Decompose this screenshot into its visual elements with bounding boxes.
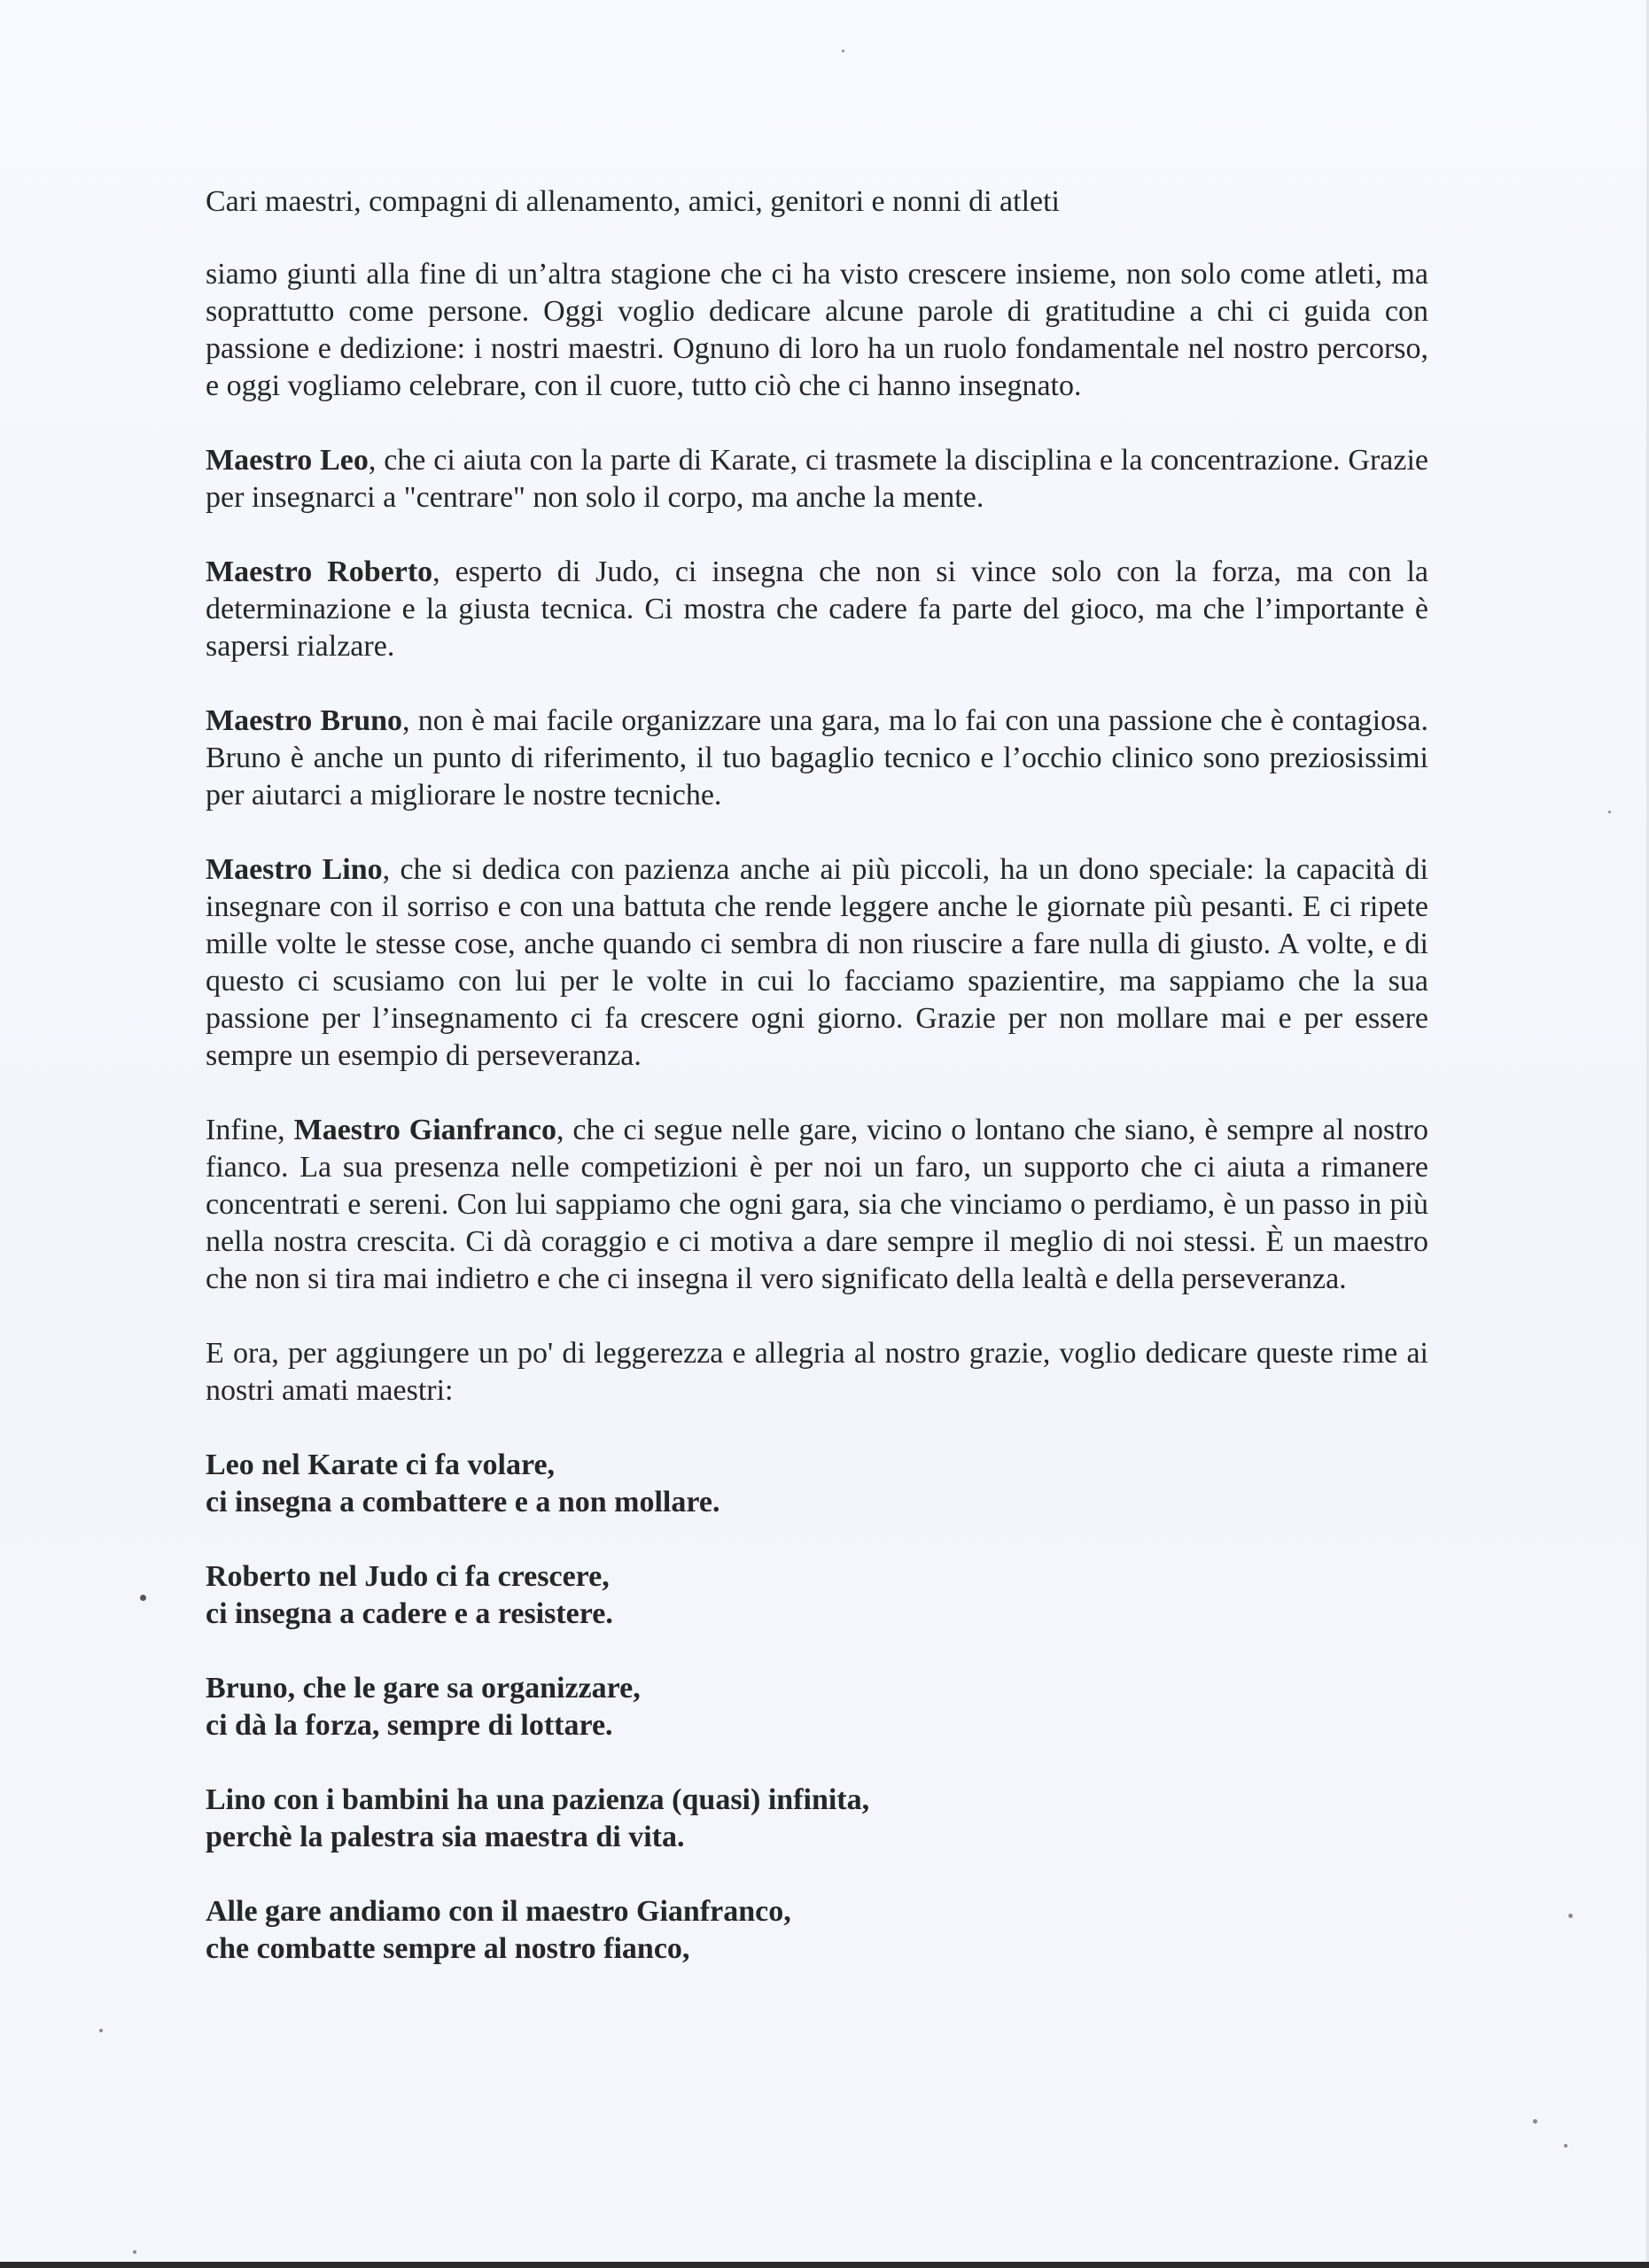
name-bruno: Maestro Bruno <box>206 704 403 737</box>
name-gianfranco: Maestro Gianfranco <box>293 1114 556 1146</box>
text-bruno: , non è mai facile organizzare una gara, ma lo fai con una passione che è contagiosa. Bruno è anche un punto di riferimento, il tuo bagaglio tecnico e l’occhio clinico sono preziosissimi per aiutarci a migliorare le nostre tecniche. <box>206 704 1428 812</box>
text-leo: , che ci aiuta con la parte di Karate, ci trasmete la disciplina e la concentrazione. Grazie per insegnarci a "centrare" non solo il corpo, ma anche la mente. <box>206 444 1428 514</box>
scan-border-bottom <box>0 2262 1649 2268</box>
verse-line: che combatte sempre al nostro fianco, <box>206 1932 690 1965</box>
prefix-gianfranco: Infine, <box>206 1114 294 1146</box>
name-lino: Maestro Lino <box>206 853 383 886</box>
scan-speck <box>842 50 844 52</box>
name-leo: Maestro Leo <box>206 444 369 477</box>
verse-leo <box>206 1447 1428 1521</box>
verse-line: perchè la palestra sia maestra di vita. <box>206 1821 685 1853</box>
verse-line: Lino con i bambini ha una pazienza (quasi) infinita, <box>206 1783 870 1816</box>
intro-paragraph: siamo giunti alla fine di un’altra stagione che ci ha visto crescere insieme, non solo come atleti, ma soprattutto come persone. Oggi voglio dedicare alcune parole di gratitudine a chi ci guida con passione e dedizione: i nostri maestri. Ognuno di loro ha un ruolo fondamentale nel nostro percorso, e oggi vogliamo celebrare, con il cuore, tutto ciò che ci hanno insegnato. <box>206 258 1428 402</box>
salutation: Cari maestri, compagni di allenamento, amici, genitori e nonni di atleti <box>206 185 1061 218</box>
name-roberto: Maestro Roberto <box>206 555 433 588</box>
paragraph-bruno <box>206 703 1428 814</box>
scan-speck <box>1533 2119 1537 2124</box>
scan-speck <box>1568 1914 1573 1918</box>
scan-speck <box>99 2029 103 2032</box>
paragraph-roberto <box>206 554 1428 665</box>
verse-line: ci dà la forza, sempre di lottare. <box>206 1709 613 1742</box>
scan-speck <box>140 1595 146 1601</box>
scan-speck <box>133 2250 136 2254</box>
rhymes-intro: E ora, per aggiungere un po' di leggerezza e allegria al nostro grazie, voglio dedicare queste rime ai nostri amati maestri: <box>206 1337 1428 1407</box>
verse-line: Roberto nel Judo ci fa crescere, <box>206 1560 610 1593</box>
paragraph-leo <box>206 442 1428 517</box>
paragraph-lino <box>206 851 1428 1075</box>
verse-line: Leo nel Karate ci fa volare, <box>206 1449 556 1481</box>
verse-bruno <box>206 1670 1428 1744</box>
paragraph-gianfranco <box>206 1112 1428 1298</box>
scan-speck <box>1608 811 1611 813</box>
verse-line: Bruno, che le gare sa organizzare, <box>206 1672 641 1705</box>
verse-line: ci insegna a combattere e a non mollare. <box>206 1486 720 1518</box>
verse-line: Alle gare andiamo con il maestro Gianfranco, <box>206 1895 791 1928</box>
text-gianfranco: , che ci segue nelle gare, vicino o lontano che siano, è sempre al nostro fianco. La sua presenza nelle competizioni è per noi un faro, un supporto che ci aiuta a rimanere concentrati e sereni. Con lui sappiamo che ogni gara, sia che vinciamo o perdiamo, è un passo in più nella nostra crescita. Ci dà coraggio e ci motiva a dare sempre il meglio di noi stessi. È un maestro che non si tira mai indietro e che ci insegna il vero significato della lealtà e della perseveranza. <box>206 1114 1429 1295</box>
text-roberto: , esperto di Judo, ci insegna che non si vince solo con la forza, ma con la determinazione e la giusta tecnica. Ci mostra che cadere fa parte del gioco, ma che l’importante è sapersi rialzare. <box>206 555 1428 663</box>
letter-body <box>206 183 1428 2005</box>
verse-lino <box>206 1782 1428 1856</box>
text-lino: , che si dedica con pazienza anche ai più piccoli, ha un dono speciale: la capacità di insegnare con il sorriso e con una battuta che rende leggere anche le giornate più pesanti. E ci ripete mille volte le stesse cose, anche quando ci sembra di non riuscire a fare nulla di giusto. A volte, e di questo ci scusiamo con lui per le volte in cui lo facciamo spazientire, ma sappiamo che la sua passione per l’insegnamento ci fa crescere ogni giorno. Grazie per non mollare mai e per essere sempre un esempio di perseveranza. <box>206 853 1429 1072</box>
verse-gianfranco <box>206 1893 1428 1968</box>
scan-speck <box>1564 2144 1567 2148</box>
verse-line: ci insegna a cadere e a resistere. <box>206 1597 613 1630</box>
verse-roberto <box>206 1558 1428 1633</box>
